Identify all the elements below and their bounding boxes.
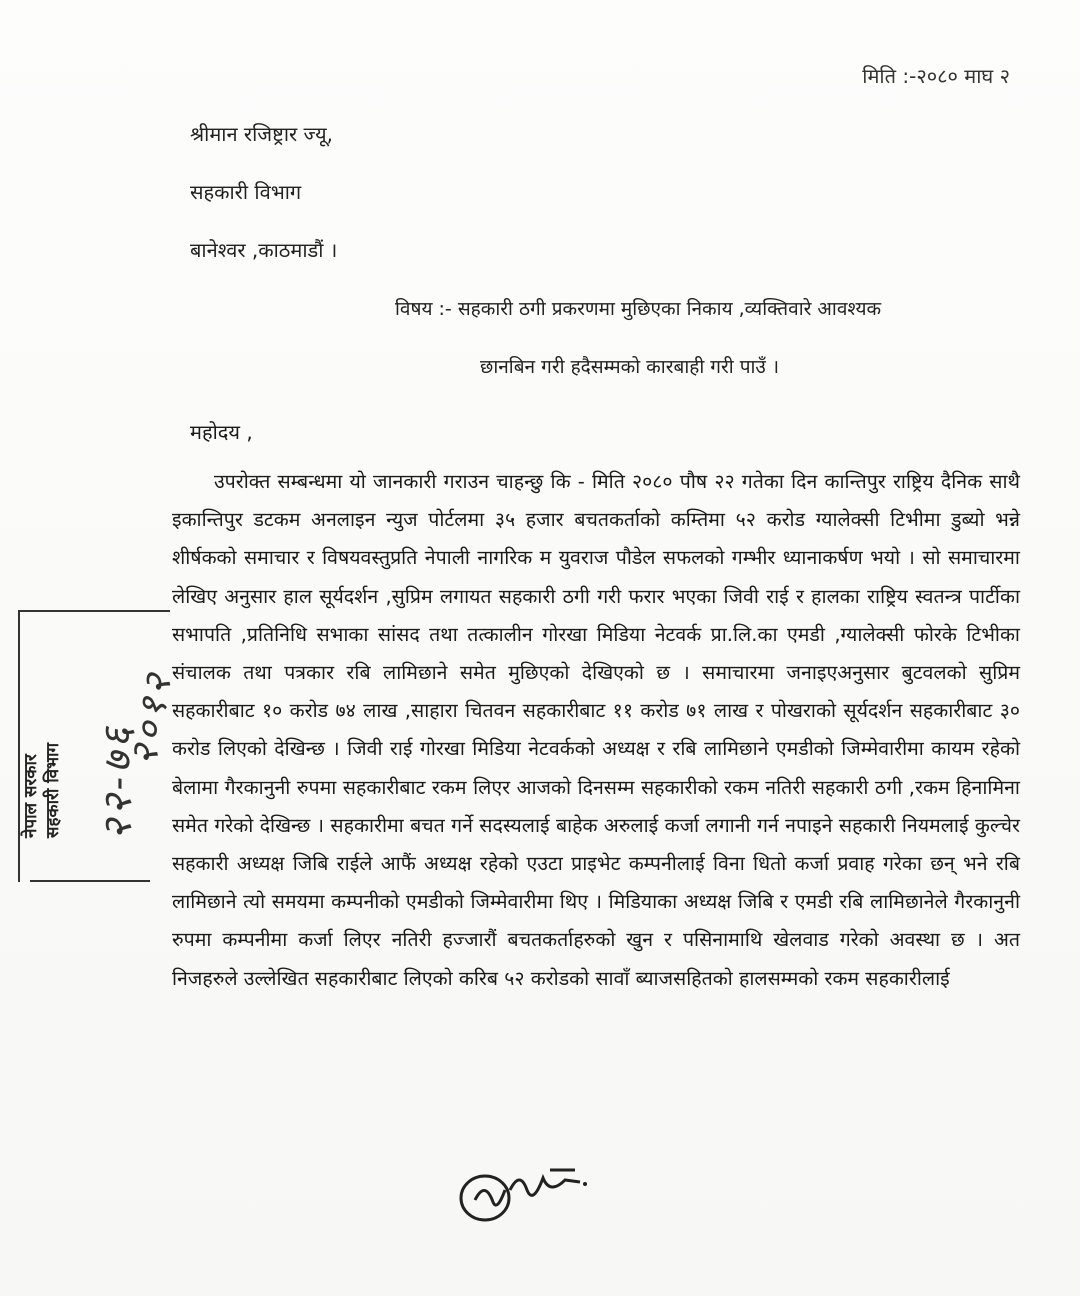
stamp-line-1: नेपाल सरकार (21, 754, 41, 838)
subject-line-2: छानबिन गरी हदैसम्मको कारबाही गरी पाउँ । (480, 356, 780, 378)
subject-block (395, 280, 1015, 396)
stamp-label (20, 743, 64, 838)
stamp-line-2: सहकारी विभाग (43, 742, 63, 838)
recipient-title: श्रीमान रजिष्ट्रार ज्यू, (190, 122, 333, 146)
letter-body: उपरोक्त सम्बन्धमा यो जानकारी गराउन चाहन्छु कि - मिति २०८० पौष २२ गतेका दिन कान्तिपुर राष्ट्रिय दैनिक साथै इकान्तिपुर डटकम अनलाइन न्युज पोर्टलमा ३५ हजार बचतकर्ताको कम्तिमा ५२ करोड ग्यालेक्सी टिभीमा डुब्यो भन्ने शीर्षकको समाचार र विषयवस्तुप्रति नेपाली नागरिक म युवराज पौडेल सफलको गम्भीर ध्यानाकर्षण भयो । सो समाचारमा लेखिए अनुसार हाल सूर्यदर्शन ,सुप्रिम लगायत सहकारी ठगी गरी फरार भएका जिवी राई र हालका राष्ट्रिय स्वतन्त्र पार्टीका सभापति ,प्रतिनिधि सभाका सांसद तथा तत्कालीन गोरखा मिडिया नेटवर्क प्रा.लि.का एमडी ,ग्यालेक्सी फोरके टिभीका संचालक तथा पत्रकार रबि लामिछाने समेत मुछिएको देखिएको छ । समाचारमा जनाइएअनुसार बुटवलको सुप्रिम सहकारीबाट १० करोड ७४ लाख ,साहारा चितवन सहकारीबाट ११ करोड ७१ लाख र पोखराको सूर्यदर्शन सहकारीबाट ३० करोड लिएको देखिन्छ । जिवी राई गोरखा मिडिया नेटवर्कको अध्यक्ष र रबि लामिछाने एमडीको जिम्मेवारीमा कायम रहेको बेलामा गैरकानुनी रुपमा सहकारीबाट रकम लिएर आजको दिनसम्म सहकारीको रकम नतिरी सहकारी ठगी ,रकम हिनामिना समेत गरेको देखिन्छ । सहकारीमा बचत गर्ने सदस्यलाई बाहेक अरुलाई कर्जा लगानी गर्न नपाइने सहकारी नियमलाई कुल्चेर सहकारी अध्यक्ष जिबि राईले आफैं अध्यक्ष रहेको एउटा प्राइभेट कम्पनीलाई विना धितो कर्जा प्रवाह गरेका छन् भने रबि लामिछाने त्यो समयमा कम्पनीको एमडीको जिम्मेवारीमा थिए । मिडियाका अध्यक्ष जिबि र एमडी रबि लामिछानेले गैरकानुनी रुपमा कम्पनीमा कर्जा लिएर नतिरी हज्जारौं बचतकर्ताहरुको खुन र पसिनामाथि खेलवाड गरेको अवस्था छ । अत निजहरुले उल्लेखित सहकारीबाट लिएको करिब ५२ करोडको सावाँ ब्याजसहितको हालसम्मको रकम सहकारीलाई (172, 470, 1020, 990)
signature-icon (455, 1160, 595, 1234)
stamp-reg-number: २२-७६ (95, 723, 141, 840)
recipient-location: बानेश्वर ,काठमाडौं । (190, 238, 338, 262)
letter-date: मिति :-२०८० माघ २ (862, 64, 1010, 88)
recipient-department: सहकारी विभाग (190, 180, 302, 204)
stamp-underline (30, 880, 150, 882)
subject-line-1: विषय :- सहकारी ठगी प्रकरणमा मुछिएका निकाय ,व्यक्तिवारे आवश्यक (395, 298, 882, 320)
stamp-year: २०१२ (120, 667, 181, 769)
salutation: महोदय , (190, 420, 253, 444)
